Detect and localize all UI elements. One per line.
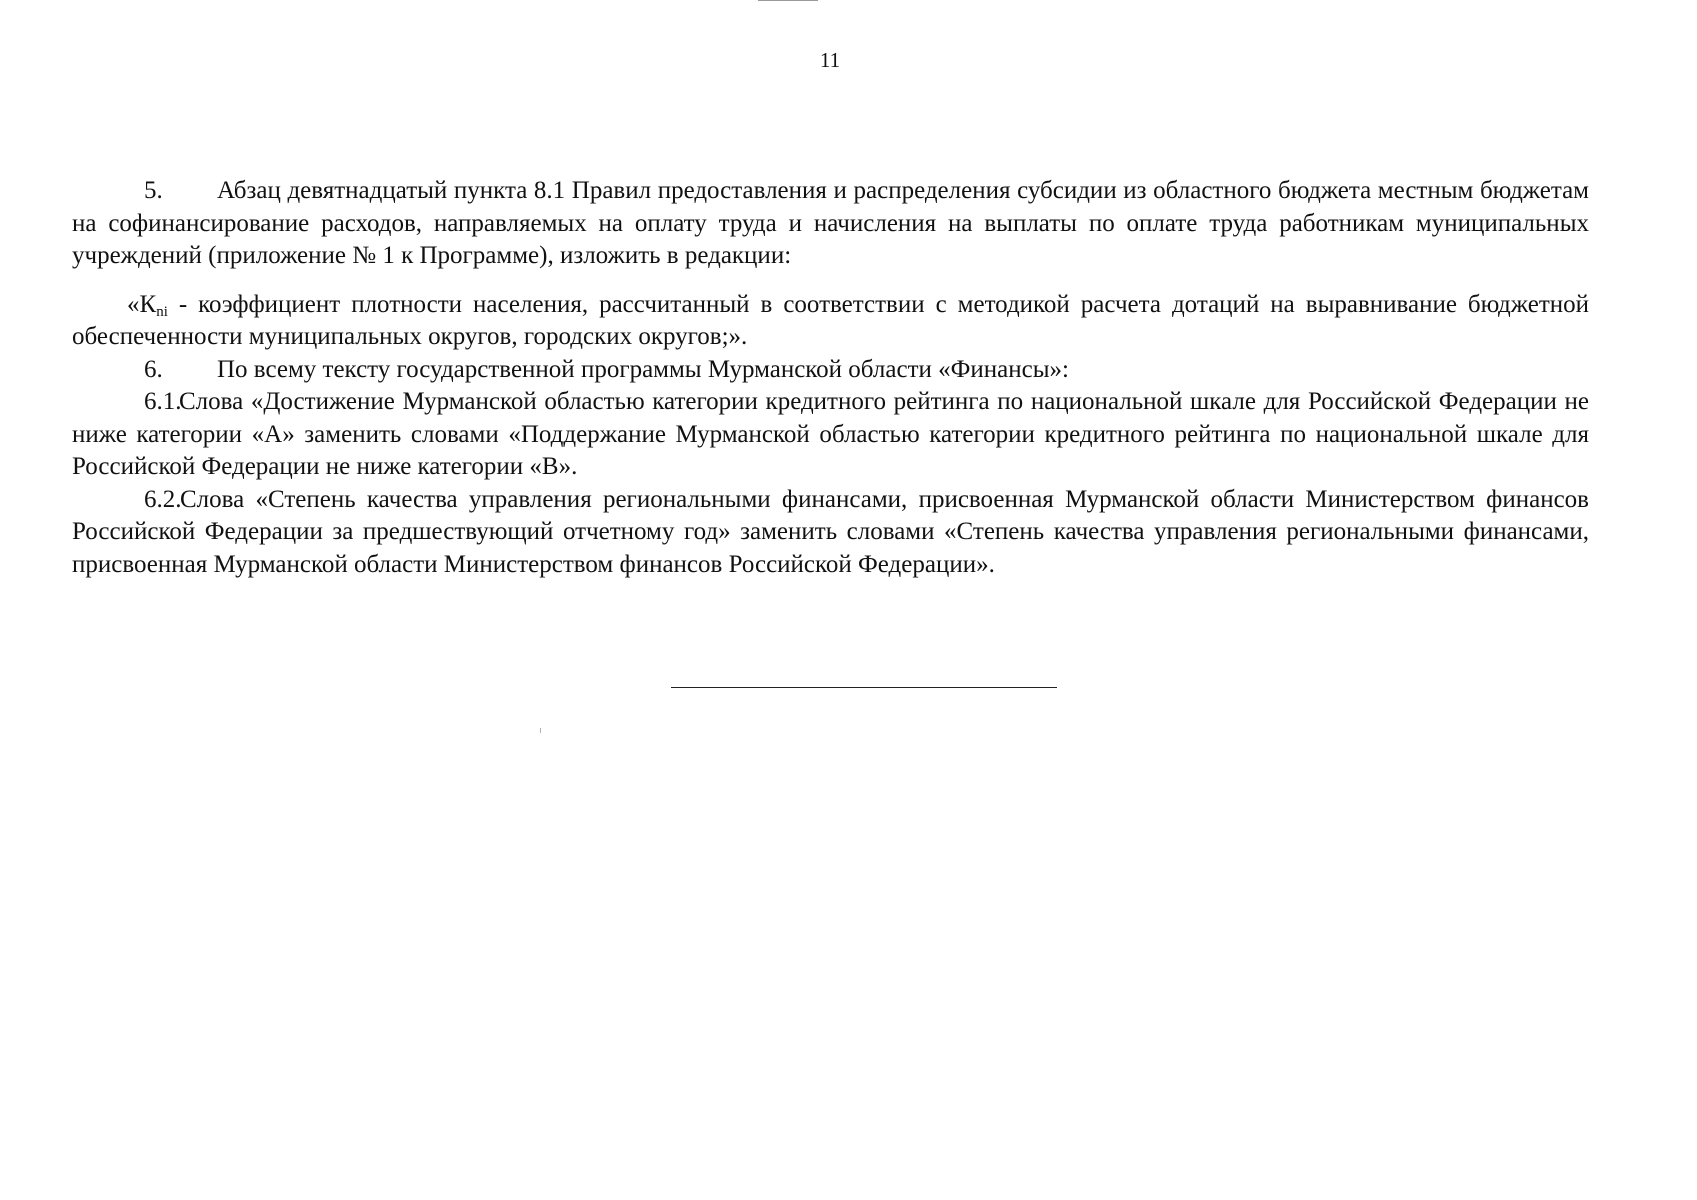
scan-speck [540,728,541,733]
closing-divider [671,687,1057,688]
paragraph-item-6-2 [72,484,1589,582]
document-body [72,175,1589,581]
paragraph-item-6 [72,354,1589,387]
paragraph-item-6-1 [72,386,1589,484]
scan-mark [758,0,818,1]
paragraph-text: Абзац девятнадцатый пункта 8.1 Правил предоставления и распределения субсидии из областного бюджета местным бюджетам на софинансирование расходов, направляемых на оплату труда и начисления на выплаты по оплате труда работникам муниципальных учреждений (приложение № 1 к Программе), изложить в редакции: [72,177,1589,269]
quote-text: - коэффициент плотности населения, рассчитанный в соответствии с методикой расчета дотаций на выравнивание бюджетной обеспеченности муниципальных округов, городских округов;». [72,290,1589,350]
subscript-index: ni [156,303,168,320]
page-number: 11 [819,48,841,72]
item-number: 6.1. [144,388,182,415]
item-number: 6. [144,355,163,383]
paragraph-text: Слова «Достижение Мурманской областью категории кредитного рейтинга по национальной шкале для Российской Федерации не ниже категории «А» заменить словами «Поддержание Мурманской областью категории кредитного рейтинга по национальной шкале для Российской Федерации не ниже категории «В». [72,388,1589,480]
quoted-definition [72,289,1589,354]
quote-open: «К [127,290,157,318]
paragraph-text: По всему тексту государственной программы Мурманской области «Финансы»: [217,355,1069,383]
paragraph-text: Слова «Степень качества управления региональными финансами, присвоенная Мурманской области Министерством финансов Российской Федерации за предшествующий отчетному год» заменить словами «Степень качества управления региональными финансами, присвоенная Мурманской области Министерством финансов Российской Федерации». [72,485,1589,578]
item-number: 5. [144,177,163,204]
item-number: 6.2. [144,485,182,513]
paragraph-item-5 [72,175,1589,273]
